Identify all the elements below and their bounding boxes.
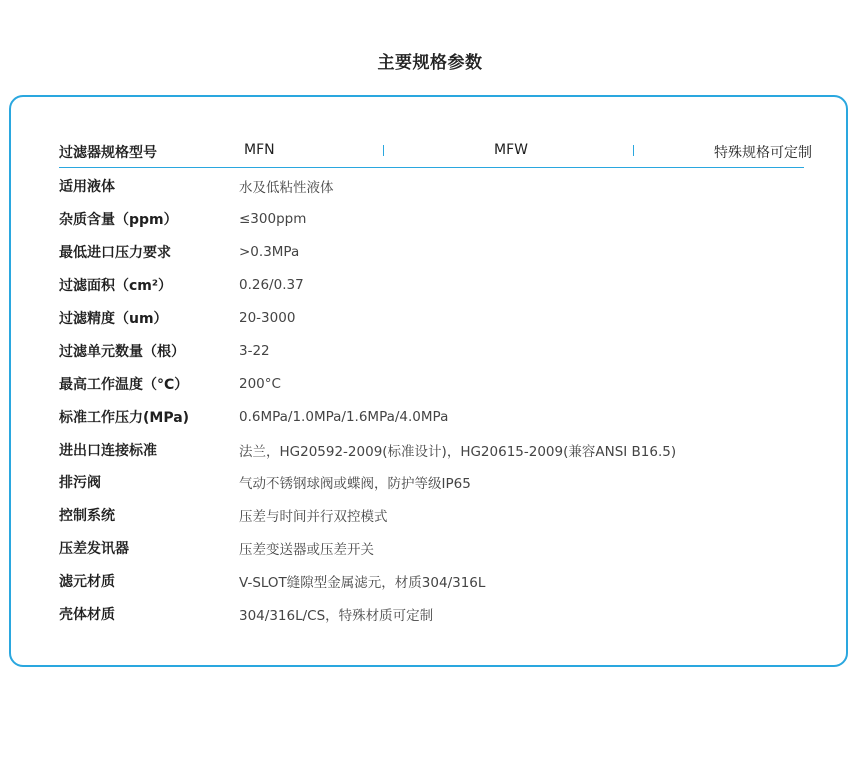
- spec-row: [59, 565, 819, 598]
- header-separator: [383, 145, 384, 156]
- spec-label: 标准工作压力(MPa): [59, 409, 190, 426]
- spec-label: 过滤面积（cm²）: [59, 278, 173, 295]
- spec-value: 法兰，HG20592-2009(标准设计)，HG20615-2009(兼容ANSI B16.5): [239, 443, 677, 460]
- spec-value: 压差变送器或压差开关: [239, 542, 374, 559]
- spec-label: 控制系统: [59, 508, 115, 525]
- spec-row: [59, 367, 819, 400]
- spec-value: >0.3MPa: [239, 244, 300, 261]
- spec-header-row: [59, 137, 812, 168]
- spec-label: 最高工作温度（°C）: [59, 376, 189, 393]
- spec-value: V-SLOT缝隙型金属滤元，材质304/316L: [239, 575, 486, 592]
- spec-row: [59, 499, 819, 532]
- spec-label: 压差发讯器: [59, 541, 129, 558]
- spec-value: 压差与时间并行双控模式: [239, 509, 388, 526]
- spec-value: 0.26/0.37: [239, 277, 304, 294]
- spec-value: 20-3000: [239, 310, 296, 326]
- spec-row: [59, 170, 819, 203]
- spec-label: 适用液体: [59, 179, 115, 196]
- spec-value: 304/316L/CS，特殊材质可定制: [239, 608, 434, 625]
- header-label: 过滤器规格型号: [59, 145, 157, 161]
- spec-table: [59, 170, 819, 630]
- spec-row: [59, 433, 819, 466]
- spec-label: 进出口连接标准: [59, 442, 157, 459]
- spec-card: [9, 95, 848, 667]
- spec-value: 水及低粘性液体: [239, 180, 334, 197]
- model-mfn: MFN: [244, 142, 275, 158]
- spec-row: [59, 236, 819, 269]
- spec-value: 0.6MPa/1.0MPa/1.6MPa/4.0MPa: [239, 408, 449, 425]
- spec-value: 气动不锈钢球阀或蝶阀，防护等级IP65: [239, 476, 471, 493]
- spec-value: 3-22: [239, 342, 270, 359]
- model-mfw: MFW: [494, 142, 528, 158]
- spec-row: [59, 400, 819, 433]
- model-custom: 特殊规格可定制: [714, 145, 812, 161]
- spec-label: 壳体材质: [59, 607, 115, 624]
- spec-row: [59, 466, 819, 499]
- spec-label: 最低进口压力要求: [59, 245, 171, 262]
- header-separator: [633, 145, 634, 156]
- spec-row: [59, 203, 819, 236]
- spec-row: [59, 598, 819, 631]
- spec-value: 200°C: [239, 375, 281, 392]
- spec-value: ≤300ppm: [239, 211, 307, 228]
- spec-label: 过滤单元数量（根）: [59, 343, 185, 360]
- spec-row: [59, 334, 819, 367]
- spec-row: [59, 532, 819, 565]
- spec-label: 杂质含量（ppm）: [59, 212, 178, 229]
- spec-label: 滤元材质: [59, 574, 115, 591]
- spec-row: [59, 302, 819, 335]
- spec-label: 排污阀: [59, 475, 101, 492]
- spec-label: 过滤精度（um）: [59, 311, 168, 327]
- spec-row: [59, 269, 819, 302]
- page-title: 主要规格参数: [377, 53, 483, 73]
